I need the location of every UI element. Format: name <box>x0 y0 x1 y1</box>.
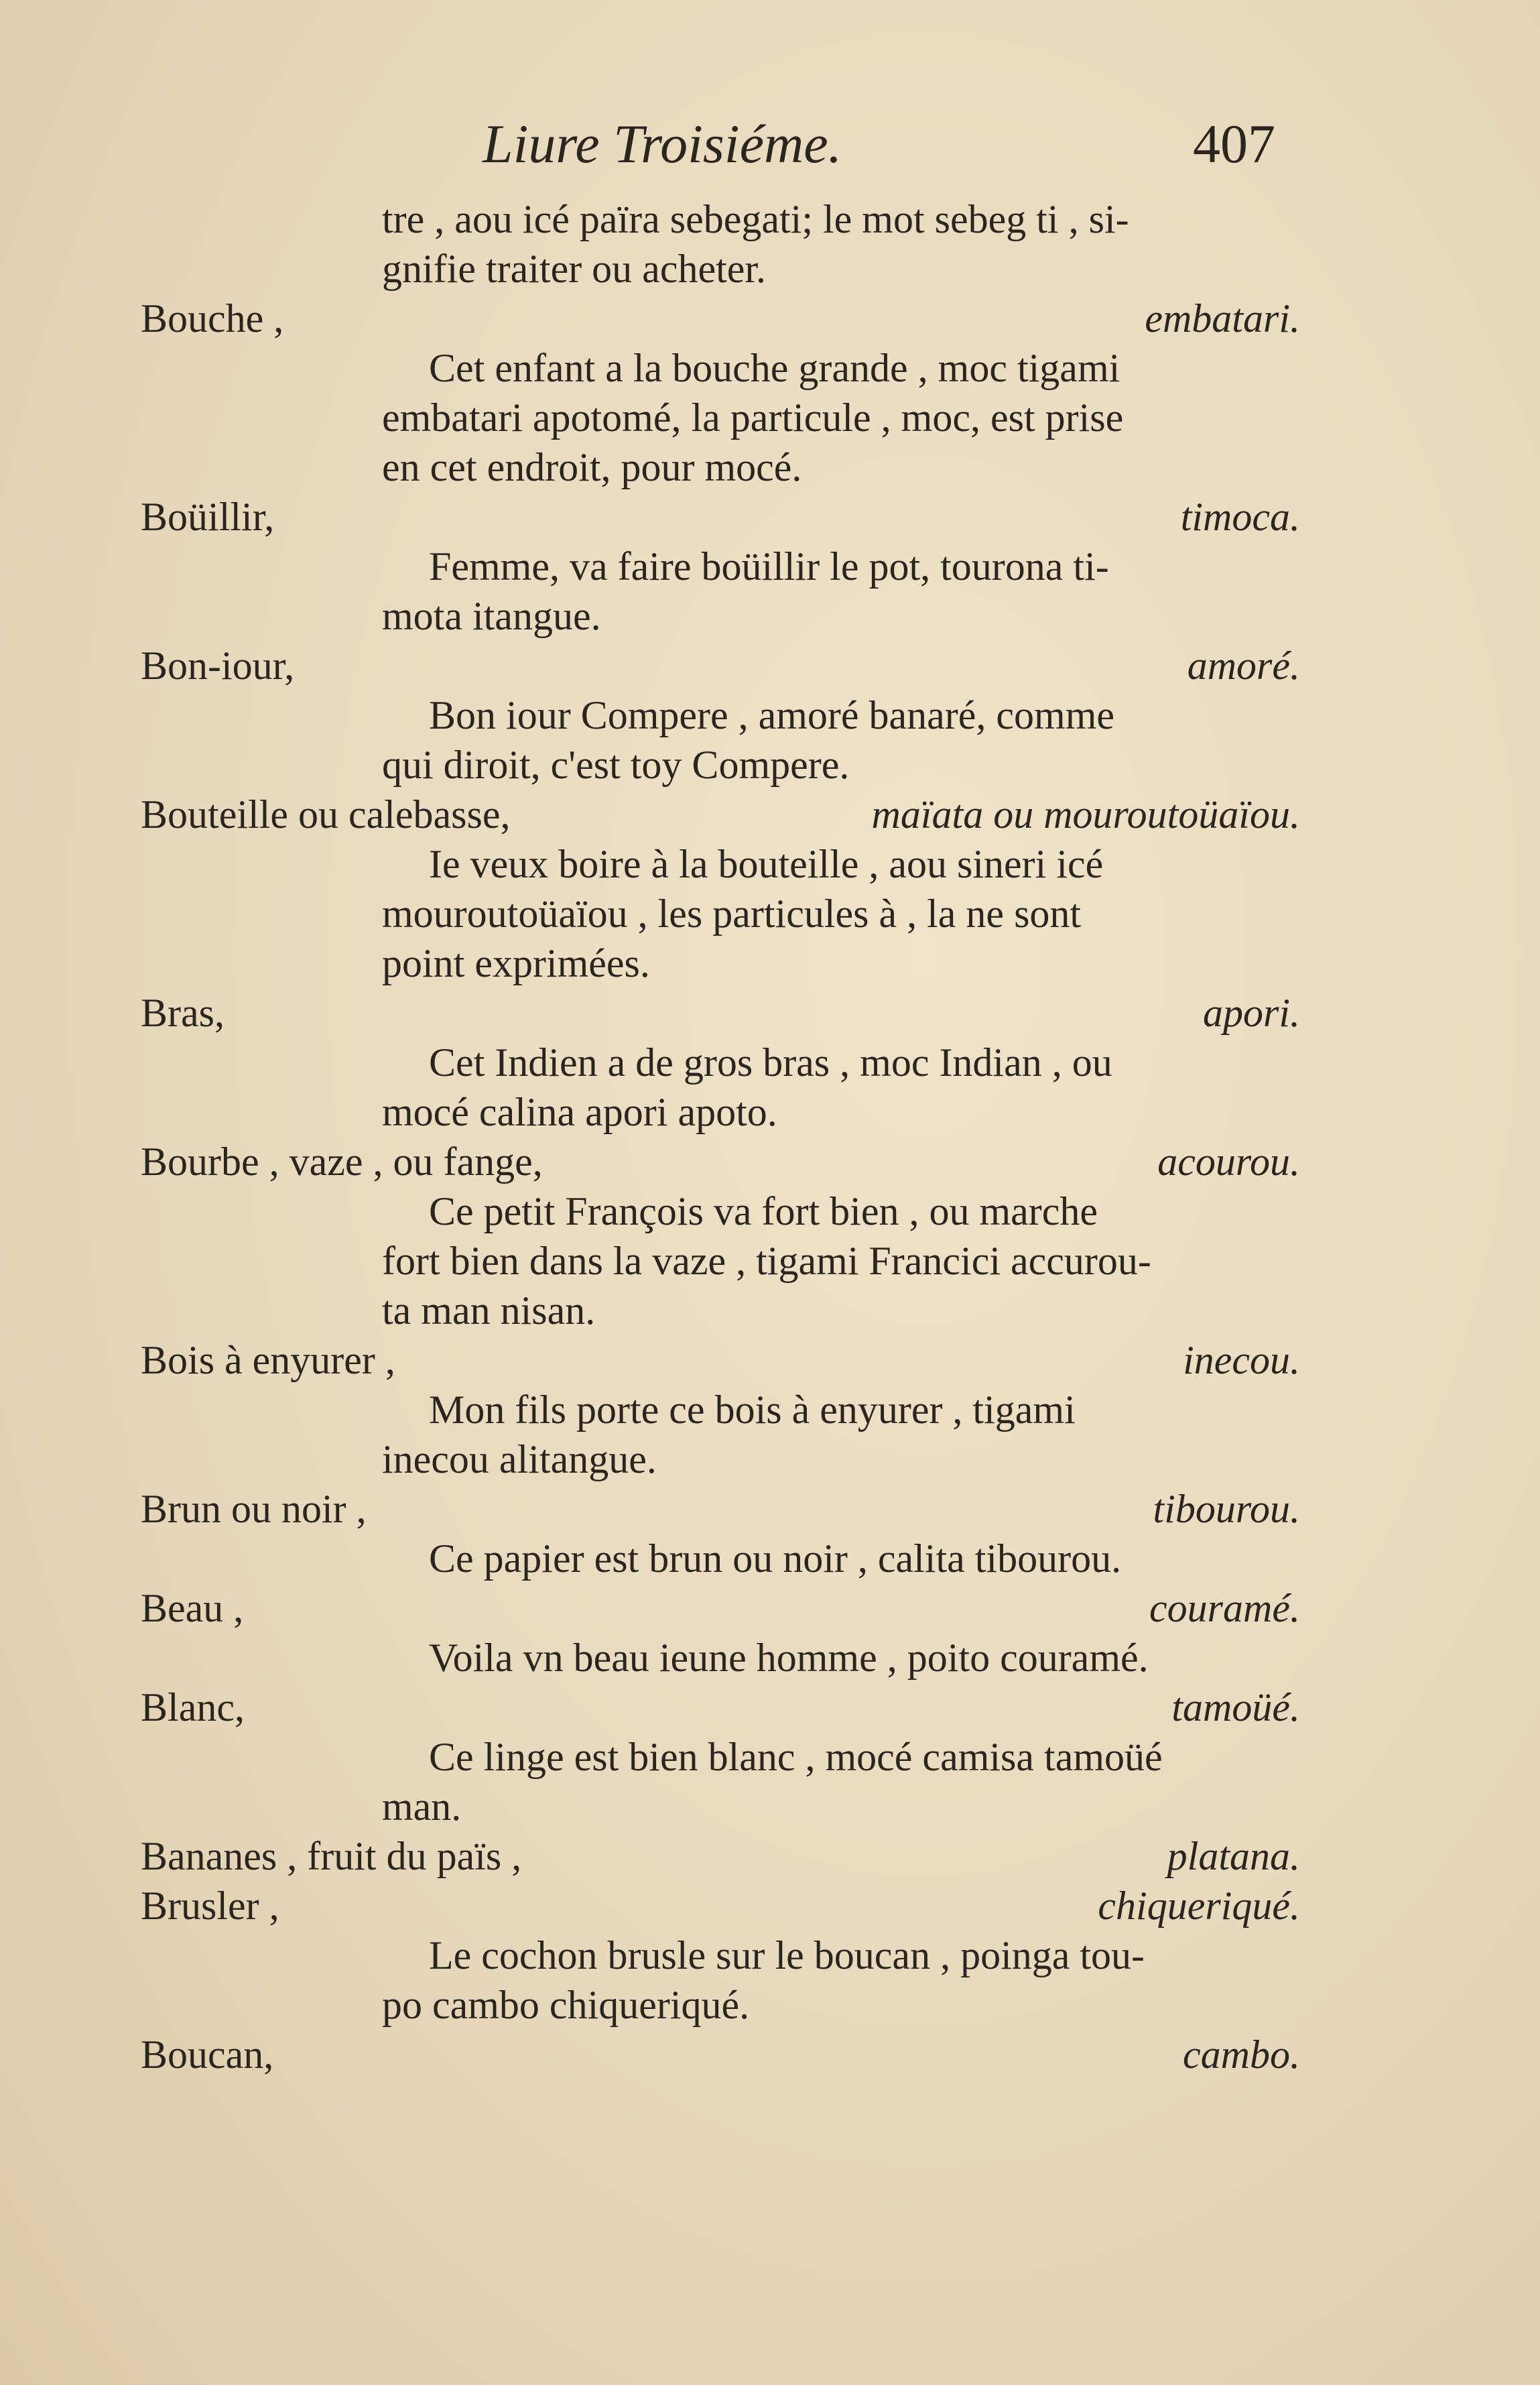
entry-line <box>134 641 1300 690</box>
headword: Bon-iour, <box>141 644 295 688</box>
example-text: tre , aou icé païra sebegati; le mot sebeg ti , si- <box>382 197 1129 241</box>
example-text: inecou alitangue. <box>382 1437 657 1481</box>
example-line <box>134 1286 1300 1335</box>
example-text: Cet Indien a de gros bras , moc Indian , ou <box>429 1040 1112 1085</box>
entry-line <box>134 988 1300 1038</box>
example-line <box>134 343 1300 393</box>
page-header <box>0 113 1540 186</box>
example-text: po cambo chiqueriqué. <box>382 1983 750 2027</box>
example-line <box>134 244 1300 294</box>
translation: apori. <box>1202 991 1300 1035</box>
example-text: man. <box>382 1784 462 1829</box>
entry-line <box>134 294 1300 343</box>
example-text: embatari apotomé, la particule , moc, est prise <box>382 395 1124 440</box>
translation: acourou. <box>1157 1140 1300 1184</box>
translation: cambo. <box>1183 2032 1300 2077</box>
example-text: Cet enfant a la bouche grande , moc tigami <box>429 346 1120 390</box>
entry-line <box>134 1137 1300 1186</box>
headword: Boucan, <box>141 2032 274 2077</box>
example-text: Le cochon brusle sur le boucan , poinga tou- <box>429 1933 1145 1977</box>
example-line <box>134 591 1300 641</box>
example-line <box>134 1087 1300 1137</box>
headword: Bras, <box>141 991 224 1035</box>
dictionary-entries <box>134 194 1300 2079</box>
headword: Bois à enyurer , <box>141 1338 395 1382</box>
entry-line <box>134 1583 1300 1633</box>
example-line <box>134 1186 1300 1236</box>
example-text: Ce papier est brun ou noir , calita tibourou. <box>429 1536 1122 1581</box>
headword: Brun ou noir , <box>141 1487 367 1531</box>
example-line <box>134 393 1300 442</box>
headword: Bouteille ou calebasse, <box>141 792 511 837</box>
translation: maïata ou mouroutoüaïou. <box>871 792 1300 837</box>
example-text: Ce petit François va fort bien , ou marche <box>429 1189 1098 1233</box>
example-line <box>134 938 1300 988</box>
example-text: fort bien dans la vaze , tigami Francici accurou- <box>382 1239 1151 1283</box>
entry-line <box>134 1484 1300 1534</box>
headword: Brusler , <box>141 1884 279 1928</box>
entry-line <box>134 2030 1300 2079</box>
entry-line <box>134 1831 1300 1881</box>
example-text: point exprimées. <box>382 941 650 985</box>
example-line <box>134 690 1300 740</box>
example-line <box>134 1782 1300 1831</box>
example-line <box>134 442 1300 492</box>
translation: tamoüé. <box>1171 1685 1300 1729</box>
translation: timoca. <box>1180 495 1300 539</box>
entry-line <box>134 1683 1300 1732</box>
entry-line <box>134 790 1300 839</box>
example-line <box>134 1434 1300 1484</box>
example-line <box>134 1385 1300 1434</box>
entry-line <box>134 492 1300 542</box>
example-text: mouroutoüaïou , les particules à , la ne sont <box>382 892 1082 936</box>
example-text: mota itangue. <box>382 594 601 638</box>
example-line <box>134 1732 1300 1782</box>
headword: Bouche , <box>141 296 284 341</box>
headword: Blanc, <box>141 1685 245 1729</box>
example-line <box>134 1980 1300 2030</box>
example-line <box>134 1534 1300 1583</box>
translation: platana. <box>1167 1834 1300 1878</box>
example-text: Mon fils porte ce bois à enyurer , tigami <box>429 1388 1076 1432</box>
example-text: Bon iour Compere , amoré banaré, comme <box>429 693 1114 737</box>
example-text: mocé calina apori apoto. <box>382 1090 777 1134</box>
example-line <box>134 889 1300 938</box>
translation: amoré. <box>1187 644 1300 688</box>
example-text: ta man nisan. <box>382 1288 596 1333</box>
example-text: en cet endroit, pour mocé. <box>382 445 802 489</box>
example-line <box>134 542 1300 591</box>
example-text: qui diroit, c'est toy Compere. <box>382 743 850 787</box>
translation: inecou. <box>1183 1338 1300 1382</box>
translation: embatari. <box>1145 296 1300 341</box>
example-line <box>134 839 1300 889</box>
translation: couramé. <box>1149 1586 1300 1630</box>
example-line <box>134 740 1300 790</box>
example-line <box>134 194 1300 244</box>
headword: Bananes , fruit du païs , <box>141 1834 522 1878</box>
example-text: Ce linge est bien blanc , mocé camisa tamoüé <box>429 1735 1163 1779</box>
headword: Beau , <box>141 1586 244 1630</box>
page-number: 407 <box>1193 113 1275 174</box>
running-title: Liure Troisiéme. <box>483 113 842 174</box>
entry-line <box>134 1335 1300 1385</box>
example-line <box>134 1236 1300 1286</box>
example-text: gnifie traiter ou acheter. <box>382 247 767 291</box>
headword: Boüillir, <box>141 495 275 539</box>
example-line <box>134 1038 1300 1087</box>
translation: chiqueriqué. <box>1098 1884 1300 1928</box>
example-text: Voila vn beau ieune homme , poito couramé. <box>429 1636 1149 1680</box>
example-line <box>134 1633 1300 1683</box>
example-text: Ie veux boire à la bouteille , aou sineri icé <box>429 842 1104 886</box>
example-line <box>134 1931 1300 1980</box>
entry-line <box>134 1881 1300 1931</box>
example-text: Femme, va faire boüillir le pot, tourona ti- <box>429 544 1109 589</box>
headword: Bourbe , vaze , ou fange, <box>141 1140 543 1184</box>
translation: tibourou. <box>1153 1487 1300 1531</box>
